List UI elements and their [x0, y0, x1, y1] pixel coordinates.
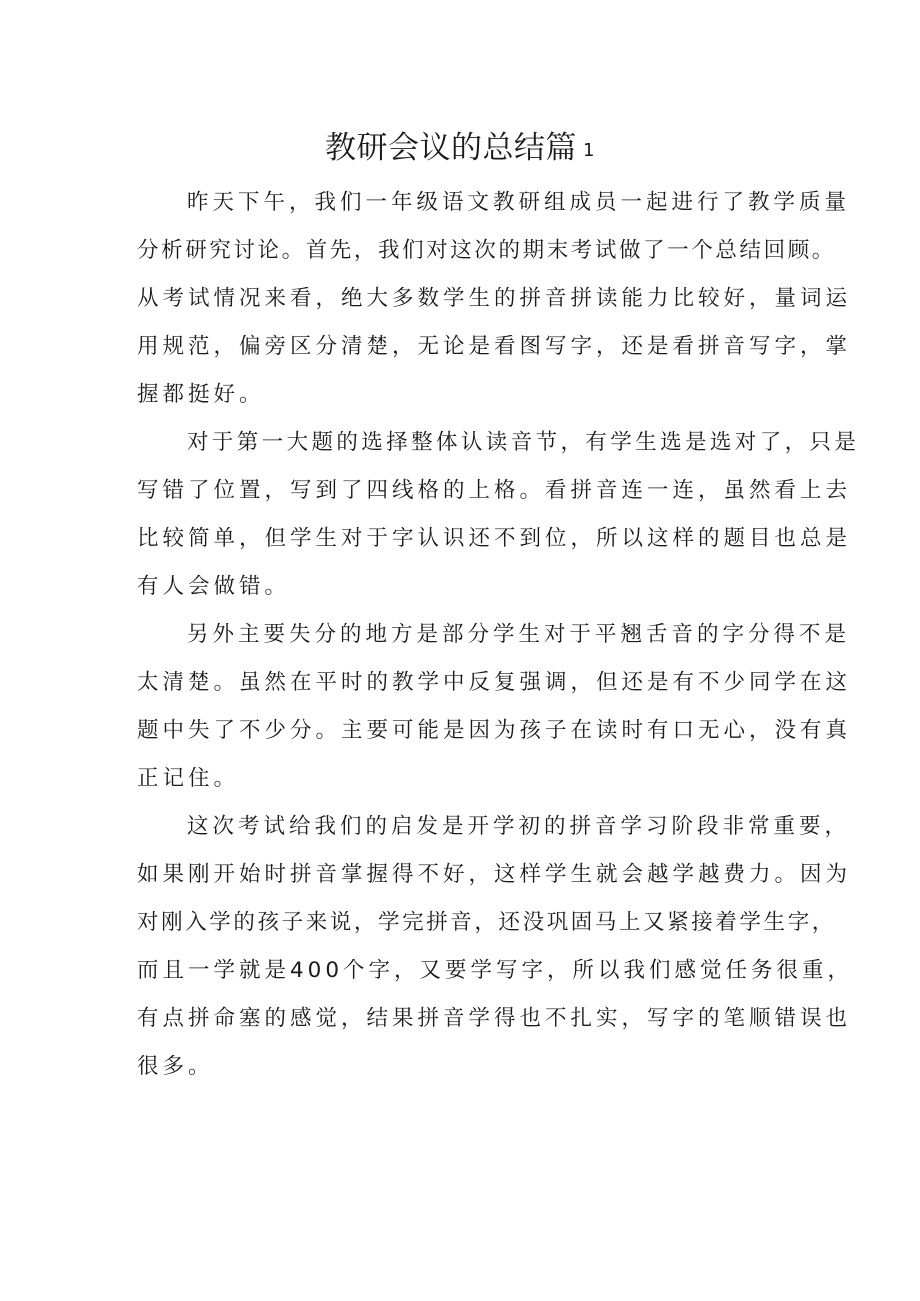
- body-line: 这次考试给我们的启发是开学初的拼音学习阶段非常重要，: [187, 814, 851, 839]
- body-line: 从考试情况来看，绝大多数学生的拼音拼读能力比较好，量词运: [137, 286, 852, 311]
- body-line: 分析研究讨论。首先，我们对这次的期末考试做了一个总结回顾。: [137, 238, 836, 263]
- body-line: 很多。: [137, 1054, 214, 1079]
- body-line: 用规范，偏旁区分清楚，无论是看图写字，还是看拼音写字，掌: [137, 334, 852, 359]
- title-text: 教研会议的总结篇: [325, 130, 578, 166]
- body-line: 正记住。: [137, 766, 240, 791]
- body-line: 昨天下午，我们一年级语文教研组成员一起进行了教学质量: [187, 190, 851, 215]
- body-line: 太清楚。虽然在平时的教学中反复强调，但还是有不少同学在这: [137, 670, 852, 695]
- body-line: 对于第一大题的选择整体认读音节，有学生选是选对了，只是: [187, 430, 860, 455]
- body-line: 有人会做错。: [137, 574, 291, 599]
- body-line: 题中失了不少分。主要可能是因为孩子在读时有口无心，没有真: [137, 718, 852, 743]
- body-line: 而且一学就是400个字，又要学写字，所以我们感觉任务很重，: [137, 958, 854, 983]
- body-line: 另外主要失分的地方是部分学生对于平翘舌音的字分得不是: [187, 622, 851, 647]
- title-number: 1: [583, 140, 595, 161]
- body-line: 对刚入学的孩子来说，学完拼音，还没巩固马上又紧接着学生字，: [137, 910, 836, 935]
- body-line: 握都挺好。: [137, 382, 265, 407]
- body-line: 写错了位置，写到了四线格的上格。看拼音连一连，虽然看上去: [137, 478, 852, 503]
- body-line: 有点拼命塞的感觉，结果拼音学得也不扎实，写字的笔顺错误也: [137, 1006, 852, 1031]
- document-title: [0, 126, 920, 173]
- body-line: 如果刚开始时拼音掌握得不好，这样学生就会越学越费力。因为: [137, 862, 852, 887]
- body-line: 比较简单，但学生对于字认识还不到位，所以这样的题目也总是: [137, 526, 852, 551]
